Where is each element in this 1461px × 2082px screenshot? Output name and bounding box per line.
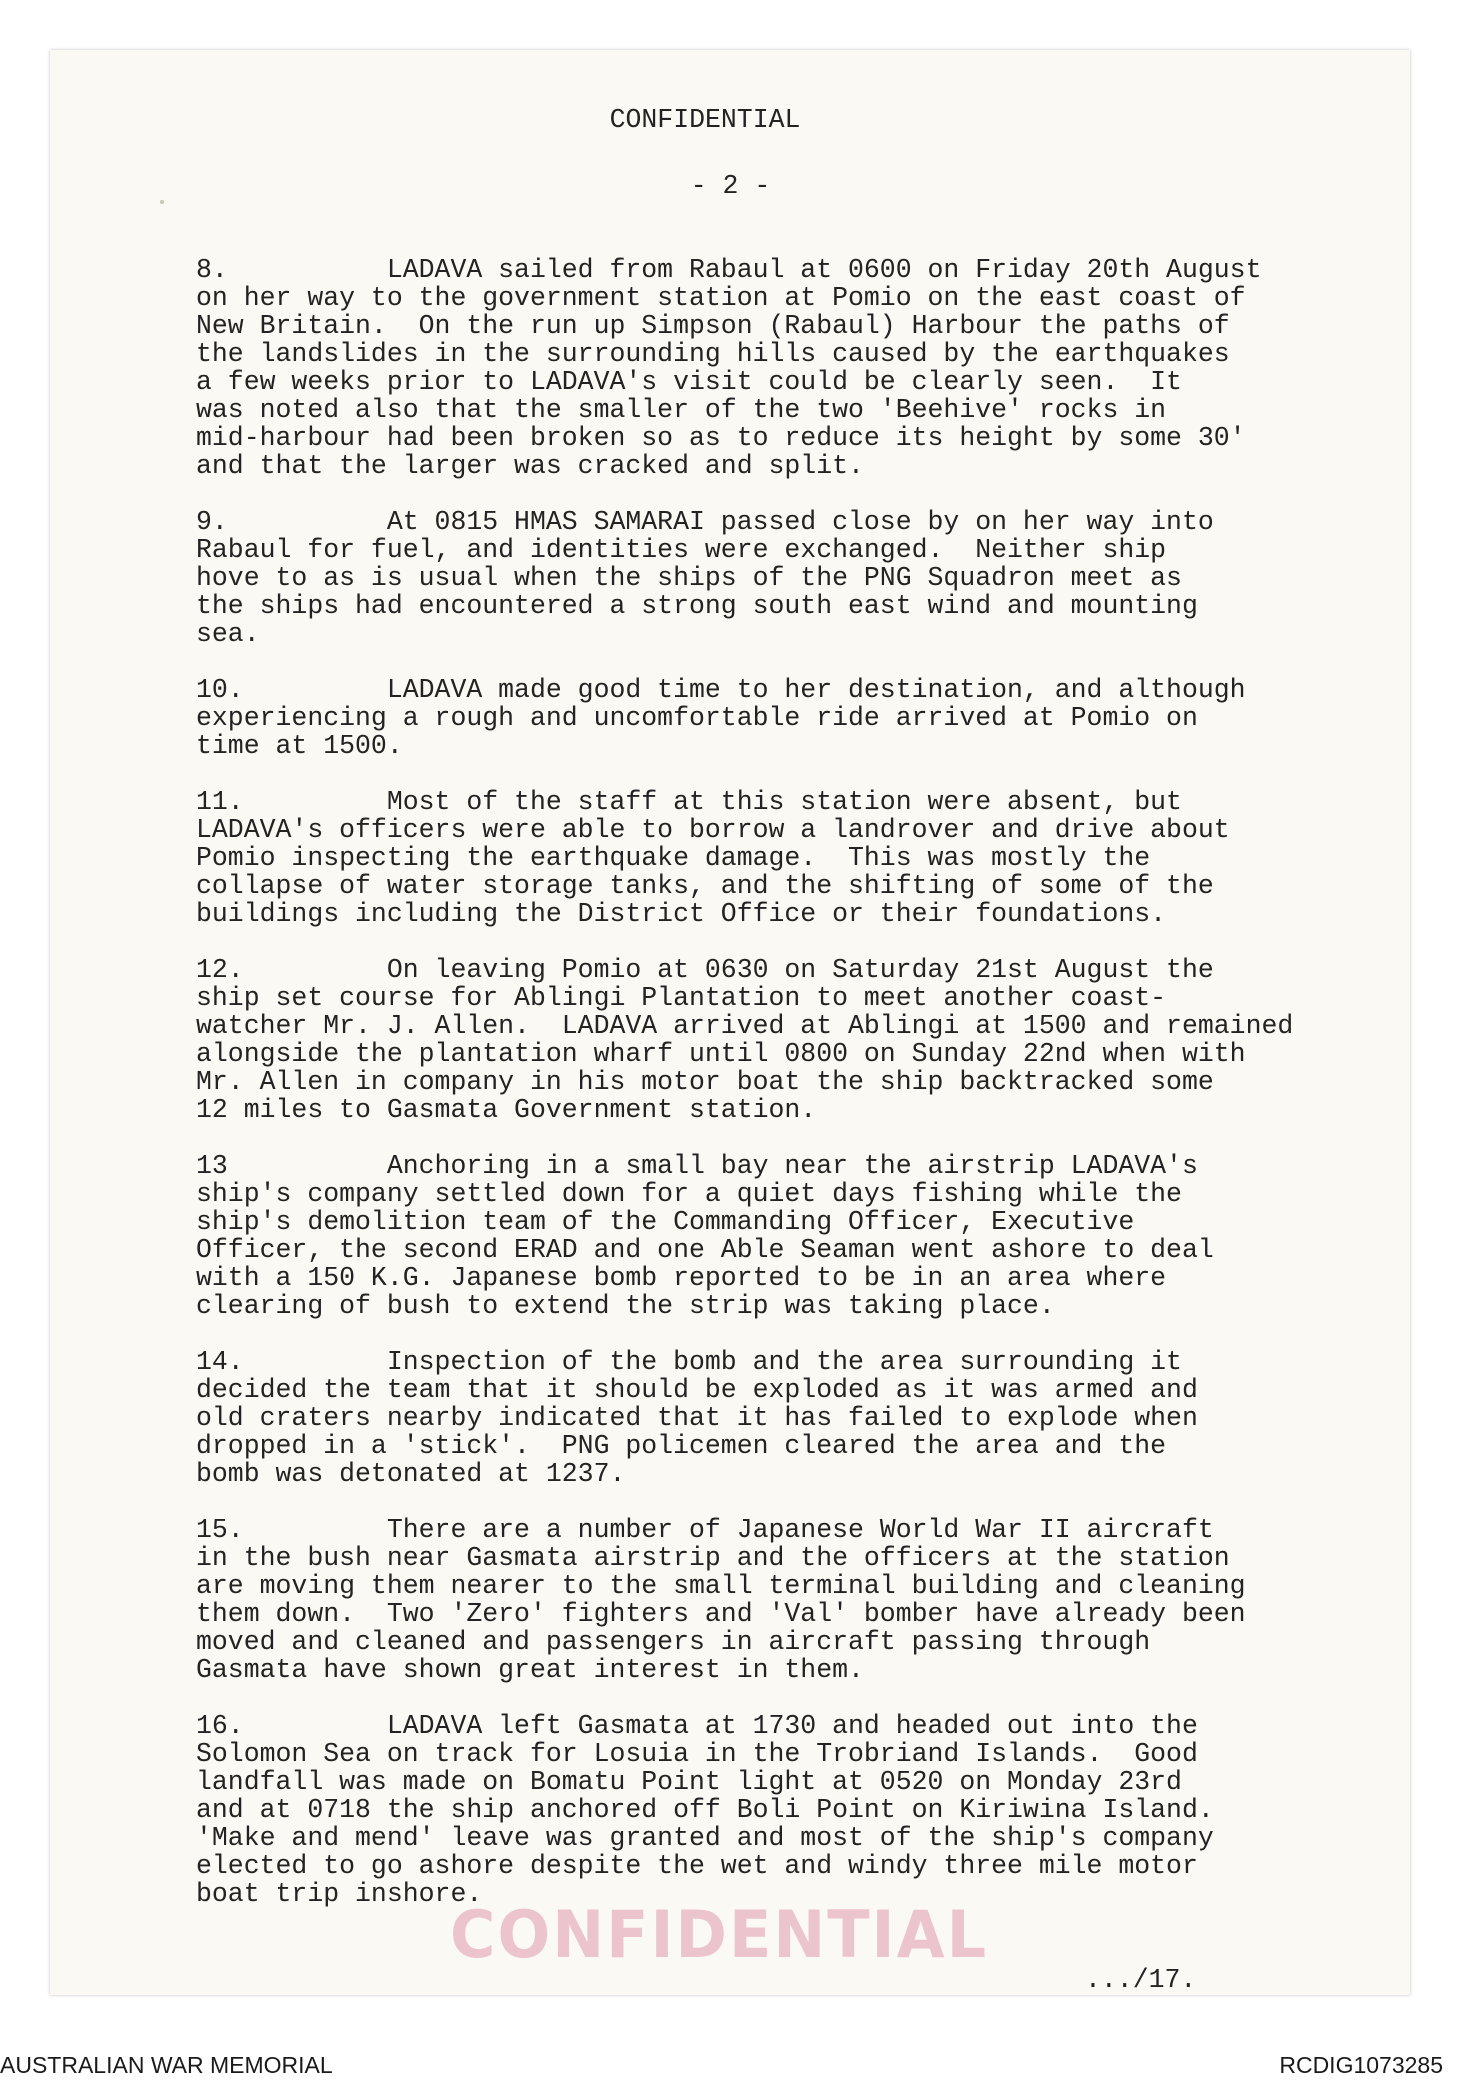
confidential-stamp: CONFIDENTIAL	[450, 1896, 989, 1973]
paragraph-line: 16. LADAVA left Gasmata at 1730 and headed out into the	[196, 1711, 1198, 1741]
paragraph-line: 'Make and mend' leave was granted and most of the ship's company	[196, 1823, 1214, 1853]
paragraph-line: a few weeks prior to LADAVA's visit could be clearly seen. It	[196, 367, 1182, 397]
paragraph-line: 15. There are a number of Japanese World War II aircraft	[196, 1515, 1214, 1545]
archive-institution: AUSTRALIAN WAR MEMORIAL	[0, 2052, 333, 2078]
paragraph-line: buildings including the District Office or their foundations.	[196, 899, 1167, 929]
paragraph-line: clearing of bush to extend the strip was taking place.	[196, 1291, 1055, 1321]
continuation-marker: .../17.	[1085, 1965, 1197, 1995]
paragraph-line: 8. LADAVA sailed from Rabaul at 0600 on Friday 20th August	[196, 255, 1262, 285]
paragraph-line: 10. LADAVA made good time to her destination, and although	[196, 675, 1246, 705]
paragraph-12	[196, 956, 1356, 1124]
paragraph-line: Solomon Sea on track for Losuia in the Trobriand Islands. Good	[196, 1739, 1198, 1769]
paragraph-line: the landslides in the surrounding hills caused by the earthquakes	[196, 339, 1230, 369]
paragraph-line: boat trip inshore.	[196, 1879, 483, 1909]
paragraph-8	[196, 256, 1356, 480]
paragraph-line: landfall was made on Bomatu Point light at 0520 on Monday 23rd	[196, 1767, 1182, 1797]
paragraph-line: with a 150 K.G. Japanese bomb reported to be in an area where	[196, 1263, 1167, 1293]
paragraph-line: 11. Most of the staff at this station were absent, but	[196, 787, 1182, 817]
paragraph-line: 9. At 0815 HMAS SAMARAI passed close by on her way into	[196, 507, 1214, 537]
paragraph-line: dropped in a 'stick'. PNG policemen cleared the area and the	[196, 1431, 1167, 1461]
paragraph-line: Mr. Allen in company in his motor boat the ship backtracked some	[196, 1067, 1214, 1097]
paragraph-line: on her way to the government station at Pomio on the east coast of	[196, 283, 1246, 313]
paragraph-line: Officer, the second ERAD and one Able Seaman went ashore to deal	[196, 1235, 1214, 1265]
paragraph-line: ship's demolition team of the Commanding Officer, Executive	[196, 1207, 1135, 1237]
classification-header: CONFIDENTIAL	[609, 105, 801, 135]
paragraph-line: Gasmata have shown great interest in them.	[196, 1655, 864, 1685]
paragraph-line: and at 0718 the ship anchored off Boli Point on Kiriwina Island.	[196, 1795, 1214, 1825]
paragraph-line: bomb was detonated at 1237.	[196, 1459, 626, 1489]
paragraph-line: was noted also that the smaller of the two 'Beehive' rocks in	[196, 395, 1167, 425]
paragraph-line: hove to as is usual when the ships of the PNG Squadron meet as	[196, 563, 1182, 593]
paragraph-9	[196, 508, 1356, 648]
paragraph-line: 14. Inspection of the bomb and the area surrounding it	[196, 1347, 1182, 1377]
paragraph-15	[196, 1516, 1356, 1684]
page-number: - 2 -	[690, 171, 771, 201]
paragraph-16	[196, 1712, 1356, 1908]
paragraph-line: ship set course for Ablingi Plantation to meet another coast-	[196, 983, 1167, 1013]
paragraph-line: ship's company settled down for a quiet days fishing while the	[196, 1179, 1182, 1209]
paragraph-line: moved and cleaned and passengers in aircraft passing through	[196, 1627, 1151, 1657]
paragraph-11	[196, 788, 1356, 928]
archive-item-id: RCDIG1073285	[1279, 2052, 1443, 2078]
paragraph-line: time at 1500.	[196, 731, 403, 761]
paragraph-line: in the bush near Gasmata airstrip and the officers at the station	[196, 1543, 1230, 1573]
paragraph-line: the ships had encountered a strong south east wind and mounting	[196, 591, 1198, 621]
paragraph-line: decided the team that it should be exploded as it was armed and	[196, 1375, 1198, 1405]
paragraph-line: collapse of water storage tanks, and the shifting of some of the	[196, 871, 1214, 901]
paragraph-line: 12. On leaving Pomio at 0630 on Saturday 21st August the	[196, 955, 1214, 985]
paragraph-line: LADAVA's officers were able to borrow a landrover and drive about	[196, 815, 1230, 845]
paragraph-line: sea.	[196, 619, 260, 649]
paragraph-line: experiencing a rough and uncomfortable ride arrived at Pomio on	[196, 703, 1198, 733]
paragraph-line: Rabaul for fuel, and identities were exchanged. Neither ship	[196, 535, 1167, 565]
punch-mark	[160, 200, 164, 204]
paragraph-line: and that the larger was cracked and split.	[196, 451, 864, 481]
paragraph-10	[196, 676, 1356, 760]
paragraph-13	[196, 1152, 1356, 1320]
paragraph-line: New Britain. On the run up Simpson (Rabaul) Harbour the paths of	[196, 311, 1230, 341]
paragraph-line: mid-harbour had been broken so as to reduce its height by some 30'	[196, 423, 1246, 453]
paragraph-line: elected to go ashore despite the wet and windy three mile motor	[196, 1851, 1198, 1881]
paragraph-line: are moving them nearer to the small terminal building and cleaning	[196, 1571, 1246, 1601]
paragraph-14	[196, 1348, 1356, 1488]
paragraph-line: them down. Two 'Zero' fighters and 'Val' bomber have already been	[196, 1599, 1246, 1629]
paragraph-line: 12 miles to Gasmata Government station.	[196, 1095, 817, 1125]
paragraph-line: watcher Mr. J. Allen. LADAVA arrived at Ablingi at 1500 and remained	[196, 1011, 1294, 1041]
paragraph-line: alongside the plantation wharf until 0800 on Sunday 22nd when with	[196, 1039, 1246, 1069]
paragraph-line: Pomio inspecting the earthquake damage. This was mostly the	[196, 843, 1151, 873]
paragraph-line: old craters nearby indicated that it has failed to explode when	[196, 1403, 1198, 1433]
paragraph-line: 13 Anchoring in a small bay near the airstrip LADAVA's	[196, 1151, 1198, 1181]
